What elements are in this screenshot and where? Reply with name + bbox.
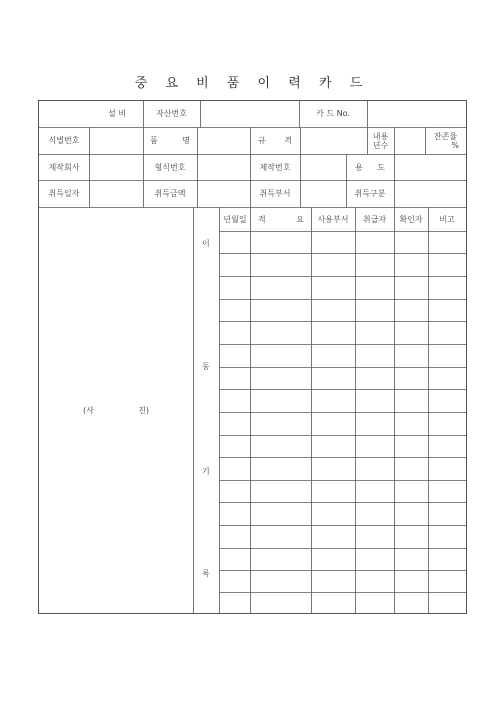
column-header-description-a: 적 <box>258 214 266 224</box>
history-side-label-2: 동 <box>202 362 210 371</box>
photo-label <box>83 406 149 415</box>
column-header-date: 년월일 <box>223 214 247 224</box>
specification-label-b: 격 <box>284 136 292 146</box>
acquisition-date-label: 취득일자 <box>48 189 80 199</box>
acquisition-type-label: 취득구분 <box>354 189 386 199</box>
useful-life-label-b: 년수 <box>372 141 389 150</box>
asset-number-field[interactable] <box>200 101 299 127</box>
photo-area[interactable] <box>39 208 193 613</box>
acquisition-department-label: 취득부서 <box>259 189 291 199</box>
residual-rate-label: 잔존율 <box>433 131 458 141</box>
acquisition-department-field[interactable] <box>300 181 346 207</box>
specification-label-a: 규 <box>258 136 266 146</box>
history-side-label-3: 기 <box>202 467 210 476</box>
usage-label-b: 도 <box>377 162 385 172</box>
page-title: 중 요 비 품 이 력 카 드 <box>134 76 370 91</box>
useful-life-label-a: 내용 <box>372 131 389 141</box>
identification-number-field[interactable] <box>89 128 143 154</box>
acquisition-date-field[interactable] <box>89 181 143 207</box>
item-name-label <box>150 128 190 154</box>
item-name-field[interactable] <box>197 128 250 154</box>
column-header-note: 비고 <box>439 214 455 224</box>
acquisition-amount-label: 취득금액 <box>154 189 186 199</box>
specification-field[interactable] <box>300 128 367 154</box>
column-header-description-b: 요 <box>296 214 304 224</box>
acquisition-amount-field[interactable] <box>197 181 250 207</box>
column-header-handler: 취급자 <box>362 214 387 224</box>
column-header-description <box>258 208 304 231</box>
card-number-field[interactable] <box>367 101 466 127</box>
identification-number-label: 식별번호 <box>48 136 80 146</box>
photo-label-open: (사 <box>83 405 94 415</box>
manufacturer-label: 제작회사 <box>48 162 80 172</box>
residual-rate-field[interactable] <box>425 128 466 154</box>
manufacturer-field[interactable] <box>89 155 143 180</box>
item-name-label-b: 명 <box>182 136 190 146</box>
model-number-field[interactable] <box>197 155 250 180</box>
history-side-label-1: 이 <box>202 239 210 248</box>
useful-life-field[interactable] <box>394 128 425 154</box>
serial-number-field[interactable] <box>300 155 346 180</box>
usage-field[interactable] <box>394 155 466 180</box>
serial-number-label: 제작번호 <box>259 162 291 172</box>
specification-label <box>258 128 292 154</box>
usage-label-a: 용 <box>355 162 363 172</box>
usage-label <box>355 155 385 180</box>
card-number-label: 카 드 No. <box>316 109 350 119</box>
acquisition-type-field[interactable] <box>394 181 466 207</box>
history-side-label-4: 록 <box>202 569 210 578</box>
photo-label-close: 진) <box>138 405 149 415</box>
column-header-checker: 확인자 <box>399 214 423 224</box>
equipment-label: 설 비 <box>108 109 126 119</box>
percent-sign: % <box>451 141 459 150</box>
asset-number-label: 자산번호 <box>156 109 187 119</box>
useful-life-label <box>367 128 394 154</box>
column-header-using-department: 사용부서 <box>317 214 349 224</box>
model-number-label: 형식번호 <box>154 162 186 172</box>
item-name-label-a: 품 <box>150 136 158 146</box>
